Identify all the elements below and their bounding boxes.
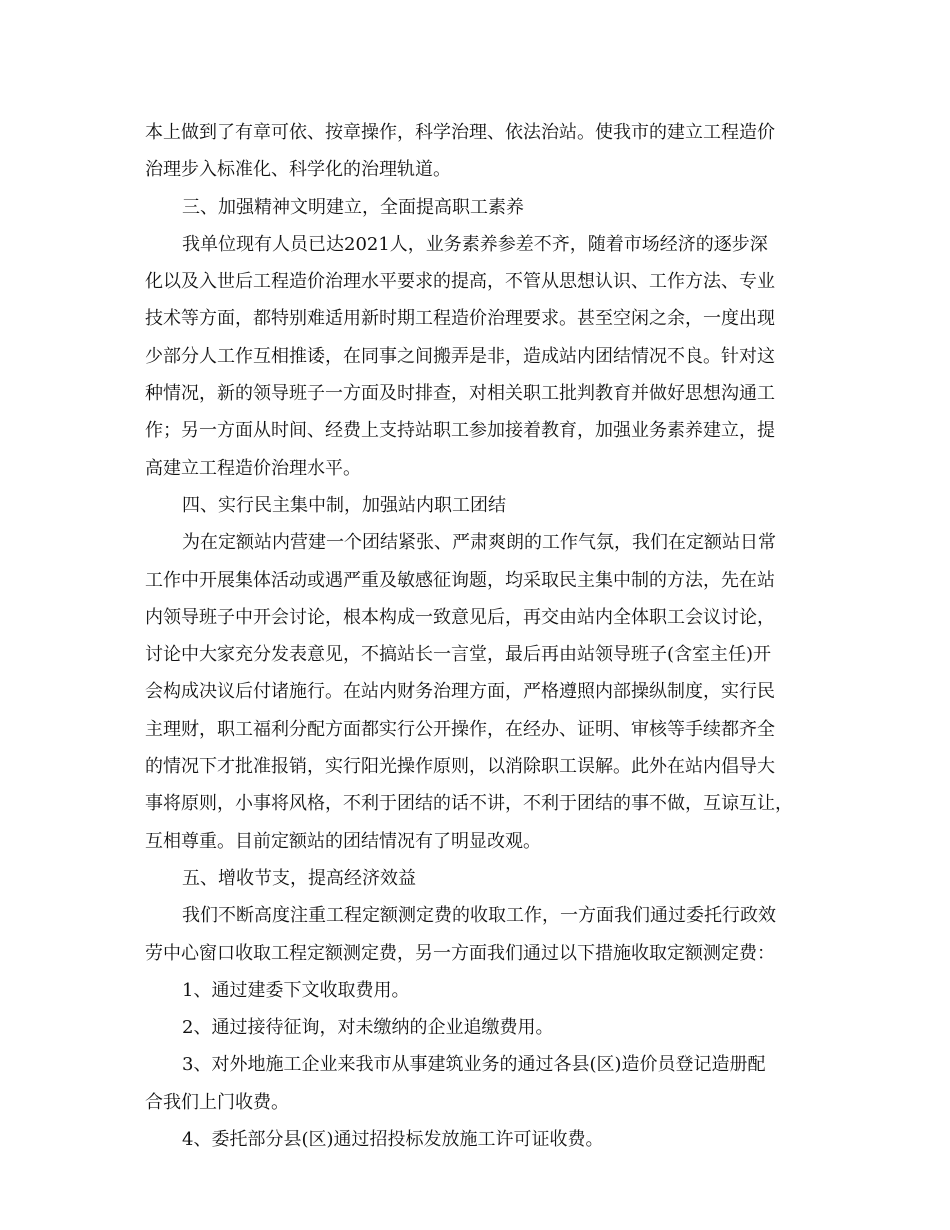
text-line: 主理财，职工福利分配方面都实行公开操作，在经办、证明、审核等手续都齐全	[145, 718, 775, 740]
text-line: 事将原则，小事将风格，不利于团结的话不讲，不利于团结的事不做，互谅互让，	[145, 793, 793, 815]
text-line: 讨论中大家充分发表意见，不搞站长一言堂，最后再由站领导班子(含室主任)开	[145, 644, 772, 666]
text-line: 种情况，新的领导班子一方面及时排查，对相关职工批判教育并做好思想沟通工	[145, 383, 775, 405]
text-line: 为在定额站内营建一个团结紧张、严肃爽朗的工作气氛，我们在定额站日常	[182, 532, 776, 554]
text-line: 作；另一方面从时间、经费上支持站职工参加接着教育，加强业务素养建立，提	[145, 420, 775, 442]
text-line: 会构成决议后付诸施行。在站内财务治理方面，严格遵照内部操纵制度，实行民	[145, 681, 775, 703]
text-line: 的情况下才批准报销，实行阳光操作原则，以消除职工误解。此外在站内倡导大	[145, 756, 775, 778]
text-line: 工作中开展集体活动或遇严重及敏感征询题，均采取民主集中制的方法，先在站	[145, 569, 775, 591]
text-line: 五、增收节支，提高经济效益	[182, 867, 416, 889]
text-line: 少部分人工作互相推诿，在同事之间搬弄是非，造成站内团结情况不良。针对这	[145, 345, 775, 367]
text-line: 2、通过接待征询，对未缴纳的企业追缴费用。	[182, 1017, 554, 1039]
text-line: 高建立工程造价治理水平。	[145, 457, 361, 479]
text-line: 化以及入世后工程造价治理水平要求的提高，不管从思想认识、工作方法、专业	[145, 271, 775, 293]
text-line: 劳中心窗口收取工程定额测定费，另一方面我们通过以下措施收取定额测定费：	[145, 942, 775, 964]
text-line: 三、加强精神文明建立，全面提高职工素养	[182, 196, 524, 218]
text-line: 我单位现有人员已达2021人，业务素养参差不齐，随着市场经济的逐步深	[182, 233, 768, 255]
text-line: 技术等方面，都特别难适用新时期工程造价治理要求。甚至空闲之余，一度出现	[145, 308, 775, 330]
text-line: 3、对外地施工企业来我市从事建筑业务的通过各县(区)造价员登记造册配	[182, 1054, 766, 1076]
text-line: 本上做到了有章可依、按章操作，科学治理、依法治站。使我市的建立工程造价	[145, 122, 775, 143]
text-line: 4、委托部分县(区)通过招投标发放施工许可证收费。	[182, 1129, 604, 1151]
text-line: 内领导班子中开会讨论，根本构成一致意见后，再交由站内全体职工会议讨论，	[145, 606, 775, 628]
text-line: 四、实行民主集中制，加强站内职工团结	[182, 494, 506, 516]
text-line: 我们不断高度注重工程定额测定费的收取工作，一方面我们通过委托行政效	[182, 905, 776, 927]
text-line: 合我们上门收费。	[145, 1091, 289, 1113]
document-body	[145, 114, 805, 1158]
text-line: 1、通过建委下文收取费用。	[182, 979, 410, 1001]
text-line: 治理步入标准化、科学化的治理轨道。	[145, 159, 451, 181]
text-line: 互相尊重。目前定额站的团结情况有了明显改观。	[145, 830, 541, 852]
